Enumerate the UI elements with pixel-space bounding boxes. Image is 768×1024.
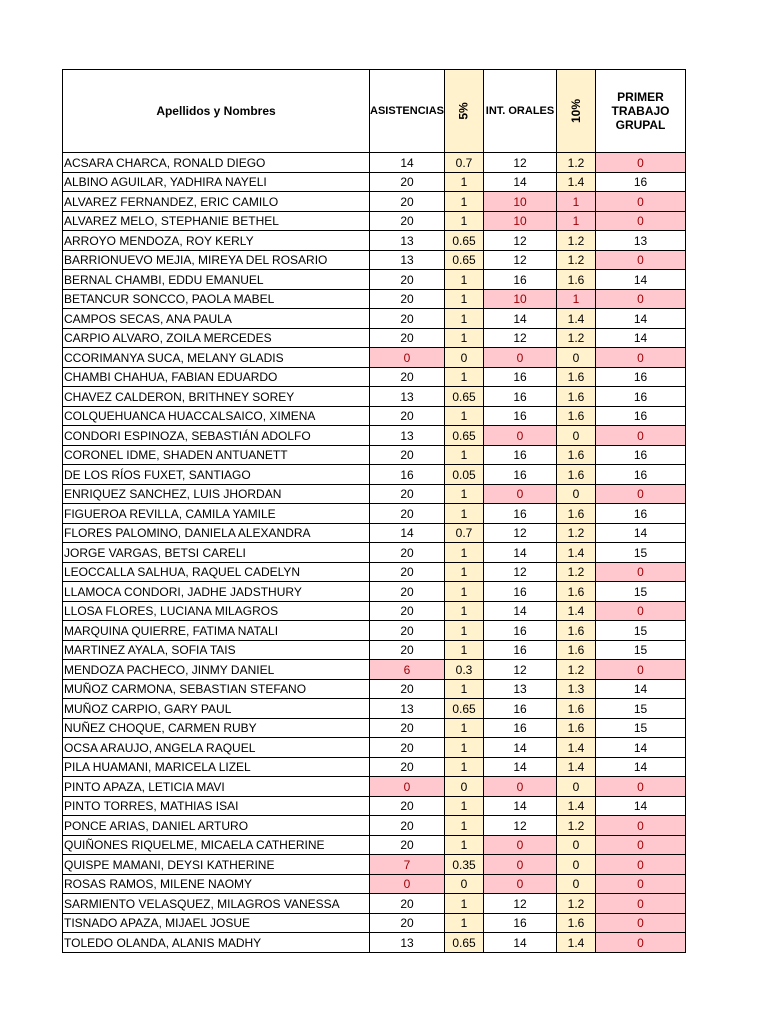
cell-primer-trabajo[interactable]: 0 (596, 913, 686, 933)
header-10pct[interactable] (557, 70, 596, 153)
cell-5pct[interactable]: 1 (445, 309, 484, 329)
cell-5pct[interactable]: 1 (445, 328, 484, 348)
cell-primer-trabajo[interactable]: 0 (596, 894, 686, 914)
cell-asistencias[interactable]: 20 (370, 621, 445, 641)
cell-name[interactable]: ENRIQUEZ SANCHEZ, LUIS JHORDAN (63, 484, 370, 504)
cell-asistencias[interactable]: 0 (370, 348, 445, 368)
cell-10pct[interactable]: 1 (557, 192, 596, 212)
cell-primer-trabajo[interactable]: 15 (596, 621, 686, 641)
cell-asistencias[interactable]: 20 (370, 894, 445, 914)
cell-primer-trabajo[interactable]: 0 (596, 484, 686, 504)
cell-primer-trabajo[interactable]: 16 (596, 445, 686, 465)
cell-asistencias[interactable]: 6 (370, 660, 445, 680)
cell-asistencias[interactable]: 0 (370, 777, 445, 797)
cell-primer-trabajo[interactable]: 14 (596, 328, 686, 348)
cell-name[interactable]: OCSA ARAUJO, ANGELA RAQUEL (63, 738, 370, 758)
cell-int-orales[interactable]: 16 (484, 367, 557, 387)
cell-primer-trabajo[interactable]: 14 (596, 309, 686, 329)
cell-5pct[interactable]: 0 (445, 777, 484, 797)
table-row (63, 250, 686, 270)
cell-primer-trabajo[interactable]: 15 (596, 582, 686, 602)
table-row (63, 562, 686, 582)
cell-5pct[interactable]: 0.65 (445, 387, 484, 407)
cell-asistencias[interactable]: 13 (370, 387, 445, 407)
grades-table (62, 69, 686, 953)
cell-int-orales[interactable]: 14 (484, 757, 557, 777)
cell-asistencias[interactable]: 20 (370, 601, 445, 621)
cell-asistencias[interactable]: 20 (370, 309, 445, 329)
cell-5pct[interactable]: 1 (445, 718, 484, 738)
cell-10pct[interactable]: 1.4 (557, 796, 596, 816)
table-row (63, 309, 686, 329)
cell-primer-trabajo[interactable]: 14 (596, 270, 686, 290)
cell-int-orales[interactable]: 0 (484, 874, 557, 894)
cell-asistencias[interactable]: 20 (370, 757, 445, 777)
cell-asistencias[interactable]: 13 (370, 699, 445, 719)
table-row (63, 913, 686, 933)
table-row (63, 289, 686, 309)
cell-primer-trabajo[interactable]: 0 (596, 348, 686, 368)
cell-5pct[interactable]: 1 (445, 211, 484, 231)
header-row (63, 70, 686, 153)
cell-10pct[interactable]: 1.6 (557, 406, 596, 426)
cell-5pct[interactable]: 1 (445, 289, 484, 309)
cell-primer-trabajo[interactable]: 14 (596, 738, 686, 758)
table-row (63, 387, 686, 407)
cell-primer-trabajo[interactable]: 0 (596, 562, 686, 582)
cell-int-orales[interactable]: 16 (484, 270, 557, 290)
cell-asistencias[interactable]: 14 (370, 153, 445, 173)
cell-asistencias[interactable]: 20 (370, 718, 445, 738)
cell-int-orales[interactable]: 16 (484, 387, 557, 407)
cell-int-orales[interactable]: 12 (484, 153, 557, 173)
cell-5pct[interactable]: 1 (445, 757, 484, 777)
cell-5pct[interactable]: 1 (445, 640, 484, 660)
cell-int-orales[interactable]: 12 (484, 523, 557, 543)
cell-5pct[interactable]: 1 (445, 172, 484, 192)
table-row (63, 777, 686, 797)
cell-int-orales[interactable]: 0 (484, 777, 557, 797)
cell-10pct[interactable]: 1.6 (557, 465, 596, 485)
cell-primer-trabajo[interactable]: 15 (596, 699, 686, 719)
cell-asistencias[interactable]: 16 (370, 465, 445, 485)
cell-primer-trabajo[interactable]: 15 (596, 543, 686, 563)
cell-10pct[interactable]: 1.2 (557, 153, 596, 173)
cell-5pct[interactable]: 1 (445, 543, 484, 563)
cell-int-orales[interactable]: 16 (484, 699, 557, 719)
table-row (63, 699, 686, 719)
cell-10pct[interactable]: 1.6 (557, 367, 596, 387)
header-5pct-label: 5% (457, 102, 471, 120)
cell-asistencias[interactable]: 20 (370, 796, 445, 816)
cell-name[interactable]: TISNADO APAZA, MIJAEL JOSUE (63, 913, 370, 933)
cell-asistencias[interactable]: 20 (370, 445, 445, 465)
table-row (63, 796, 686, 816)
cell-10pct[interactable]: 0 (557, 484, 596, 504)
cell-5pct[interactable]: 1 (445, 192, 484, 212)
cell-int-orales[interactable]: 16 (484, 504, 557, 524)
cell-10pct[interactable]: 1.4 (557, 738, 596, 758)
cell-int-orales[interactable]: 16 (484, 582, 557, 602)
cell-name[interactable]: BETANCUR SONCCO, PAOLA MABEL (63, 289, 370, 309)
cell-name[interactable]: MENDOZA PACHECO, JINMY DANIEL (63, 660, 370, 680)
cell-5pct[interactable]: 1 (445, 816, 484, 836)
cell-5pct[interactable]: 1 (445, 796, 484, 816)
cell-asistencias[interactable]: 20 (370, 679, 445, 699)
cell-int-orales[interactable]: 12 (484, 660, 557, 680)
cell-10pct[interactable]: 1.6 (557, 640, 596, 660)
cell-name[interactable]: PONCE ARIAS, DANIEL ARTURO (63, 816, 370, 836)
cell-name[interactable]: MUÑOZ CARMONA, SEBASTIAN STEFANO (63, 679, 370, 699)
table-row (63, 231, 686, 251)
cell-10pct[interactable]: 1.6 (557, 699, 596, 719)
cell-10pct[interactable]: 1.6 (557, 582, 596, 602)
cell-name[interactable]: TOLEDO OLANDA, ALANIS MADHY (63, 933, 370, 953)
cell-10pct[interactable]: 1.6 (557, 504, 596, 524)
cell-int-orales[interactable]: 12 (484, 816, 557, 836)
cell-int-orales[interactable]: 12 (484, 894, 557, 914)
cell-int-orales[interactable]: 16 (484, 621, 557, 641)
cell-name[interactable]: ACSARA CHARCA, RONALD DIEGO (63, 153, 370, 173)
header-primer-trabajo[interactable]: PRIMER TRABAJO GRUPAL (596, 70, 686, 153)
cell-int-orales[interactable]: 14 (484, 796, 557, 816)
cell-int-orales[interactable]: 14 (484, 309, 557, 329)
cell-5pct[interactable]: 0 (445, 348, 484, 368)
cell-name[interactable]: FLORES PALOMINO, DANIELA ALEXANDRA (63, 523, 370, 543)
table-row (63, 582, 686, 602)
cell-primer-trabajo[interactable]: 16 (596, 504, 686, 524)
cell-10pct[interactable]: 1.2 (557, 660, 596, 680)
table-row (63, 933, 686, 953)
cell-asistencias[interactable]: 13 (370, 933, 445, 953)
cell-int-orales[interactable]: 0 (484, 855, 557, 875)
cell-10pct[interactable]: 1 (557, 211, 596, 231)
cell-asistencias[interactable]: 20 (370, 913, 445, 933)
table-row (63, 328, 686, 348)
cell-5pct[interactable]: 1 (445, 894, 484, 914)
cell-10pct[interactable]: 1.4 (557, 543, 596, 563)
cell-name[interactable]: CONDORI ESPINOZA, SEBASTIÁN ADOLFO (63, 426, 370, 446)
cell-asistencias[interactable]: 20 (370, 640, 445, 660)
cell-5pct[interactable]: 0.35 (445, 855, 484, 875)
cell-primer-trabajo[interactable]: 0 (596, 250, 686, 270)
cell-primer-trabajo[interactable]: 0 (596, 933, 686, 953)
cell-5pct[interactable]: 0.65 (445, 699, 484, 719)
cell-name[interactable]: QUISPE MAMANI, DEYSI KATHERINE (63, 855, 370, 875)
cell-asistencias[interactable]: 20 (370, 504, 445, 524)
cell-int-orales[interactable]: 16 (484, 718, 557, 738)
cell-name[interactable]: MARQUINA QUIERRE, FATIMA NATALI (63, 621, 370, 641)
cell-primer-trabajo[interactable]: 13 (596, 231, 686, 251)
cell-name[interactable]: PINTO TORRES, MATHIAS ISAI (63, 796, 370, 816)
cell-int-orales[interactable]: 14 (484, 601, 557, 621)
table-row (63, 835, 686, 855)
table-row (63, 679, 686, 699)
cell-int-orales[interactable]: 14 (484, 933, 557, 953)
header-5pct[interactable] (445, 70, 484, 153)
cell-int-orales[interactable]: 16 (484, 406, 557, 426)
table-row (63, 192, 686, 212)
table-row (63, 660, 686, 680)
cell-10pct[interactable]: 1.4 (557, 601, 596, 621)
cell-name[interactable]: ALBINO AGUILAR, YADHIRA NAYELI (63, 172, 370, 192)
table-row (63, 153, 686, 173)
table-row (63, 640, 686, 660)
cell-5pct[interactable]: 1 (445, 562, 484, 582)
table-row (63, 484, 686, 504)
table-row (63, 504, 686, 524)
cell-10pct[interactable]: 0 (557, 835, 596, 855)
cell-5pct[interactable]: 1 (445, 913, 484, 933)
cell-name[interactable]: BERNAL CHAMBI, EDDU EMANUEL (63, 270, 370, 290)
table-row (63, 718, 686, 738)
cell-name[interactable]: ARROYO MENDOZA, ROY KERLY (63, 231, 370, 251)
cell-10pct[interactable]: 1.3 (557, 679, 596, 699)
cell-int-orales[interactable]: 10 (484, 211, 557, 231)
cell-primer-trabajo[interactable]: 0 (596, 289, 686, 309)
cell-name[interactable]: JORGE VARGAS, BETSI CARELI (63, 543, 370, 563)
cell-int-orales[interactable]: 10 (484, 192, 557, 212)
table-row (63, 855, 686, 875)
cell-asistencias[interactable]: 20 (370, 270, 445, 290)
cell-primer-trabajo[interactable]: 0 (596, 601, 686, 621)
table-row (63, 406, 686, 426)
table-row (63, 426, 686, 446)
cell-name[interactable]: CORONEL IDME, SHADEN ANTUANETT (63, 445, 370, 465)
table-row (63, 270, 686, 290)
cell-5pct[interactable]: 0.65 (445, 231, 484, 251)
cell-int-orales[interactable]: 14 (484, 172, 557, 192)
cell-name[interactable]: CHAVEZ CALDERON, BRITHNEY SOREY (63, 387, 370, 407)
cell-asistencias[interactable]: 20 (370, 406, 445, 426)
cell-10pct[interactable]: 1.2 (557, 894, 596, 914)
cell-asistencias[interactable]: 20 (370, 582, 445, 602)
table-row (63, 523, 686, 543)
cell-asistencias[interactable]: 20 (370, 172, 445, 192)
cell-asistencias[interactable]: 14 (370, 523, 445, 543)
cell-10pct[interactable]: 1.6 (557, 270, 596, 290)
cell-10pct[interactable]: 1.2 (557, 250, 596, 270)
cell-int-orales[interactable]: 16 (484, 445, 557, 465)
cell-primer-trabajo[interactable]: 0 (596, 660, 686, 680)
cell-primer-trabajo[interactable]: 16 (596, 367, 686, 387)
cell-asistencias[interactable]: 20 (370, 543, 445, 563)
cell-asistencias[interactable]: 0 (370, 874, 445, 894)
cell-name[interactable]: ROSAS RAMOS, MILENE NAOMY (63, 874, 370, 894)
cell-10pct[interactable]: 1.4 (557, 309, 596, 329)
cell-primer-trabajo[interactable]: 15 (596, 718, 686, 738)
cell-5pct[interactable]: 1 (445, 445, 484, 465)
cell-name[interactable]: CAMPOS SECAS, ANA PAULA (63, 309, 370, 329)
header-name[interactable]: Apellidos y Nombres (63, 70, 370, 153)
cell-5pct[interactable]: 1 (445, 738, 484, 758)
cell-10pct[interactable]: 1.2 (557, 562, 596, 582)
cell-10pct[interactable]: 1.6 (557, 387, 596, 407)
cell-primer-trabajo[interactable]: 14 (596, 679, 686, 699)
cell-5pct[interactable]: 1 (445, 601, 484, 621)
cell-int-orales[interactable]: 16 (484, 640, 557, 660)
cell-10pct[interactable]: 1.2 (557, 816, 596, 836)
cell-int-orales[interactable]: 0 (484, 348, 557, 368)
cell-int-orales[interactable]: 0 (484, 426, 557, 446)
cell-10pct[interactable]: 1.4 (557, 757, 596, 777)
cell-5pct[interactable]: 0.05 (445, 465, 484, 485)
cell-primer-trabajo[interactable]: 16 (596, 406, 686, 426)
cell-primer-trabajo[interactable]: 0 (596, 192, 686, 212)
cell-10pct[interactable]: 1.2 (557, 328, 596, 348)
cell-5pct[interactable]: 1 (445, 484, 484, 504)
cell-name[interactable]: DE LOS RÍOS FUXET, SANTIAGO (63, 465, 370, 485)
cell-10pct[interactable]: 1.2 (557, 523, 596, 543)
cell-5pct[interactable]: 1 (445, 270, 484, 290)
table-row (63, 874, 686, 894)
cell-name[interactable]: SARMIENTO VELASQUEZ, MILAGROS VANESSA (63, 894, 370, 914)
cell-name[interactable]: BARRIONUEVO MEJIA, MIREYA DEL ROSARIO (63, 250, 370, 270)
cell-name[interactable]: PINTO APAZA, LETICIA MAVI (63, 777, 370, 797)
cell-10pct[interactable]: 0 (557, 777, 596, 797)
cell-name[interactable]: CARPIO ALVARO, ZOILA MERCEDES (63, 328, 370, 348)
cell-10pct[interactable]: 1.4 (557, 172, 596, 192)
cell-int-orales[interactable]: 0 (484, 484, 557, 504)
cell-name[interactable]: LLOSA FLORES, LUCIANA MILAGROS (63, 601, 370, 621)
cell-primer-trabajo[interactable]: 14 (596, 757, 686, 777)
cell-5pct[interactable]: 0.7 (445, 153, 484, 173)
cell-int-orales[interactable]: 14 (484, 738, 557, 758)
table-row (63, 894, 686, 914)
cell-primer-trabajo[interactable]: 0 (596, 211, 686, 231)
cell-int-orales[interactable]: 12 (484, 562, 557, 582)
cell-10pct[interactable]: 1.6 (557, 913, 596, 933)
cell-primer-trabajo[interactable]: 0 (596, 874, 686, 894)
cell-asistencias[interactable]: 13 (370, 250, 445, 270)
table-row (63, 465, 686, 485)
cell-int-orales[interactable]: 14 (484, 543, 557, 563)
cell-asistencias[interactable]: 13 (370, 231, 445, 251)
cell-10pct[interactable]: 1.6 (557, 718, 596, 738)
table-row (63, 348, 686, 368)
cell-5pct[interactable]: 0.65 (445, 933, 484, 953)
cell-int-orales[interactable]: 16 (484, 913, 557, 933)
cell-asistencias[interactable]: 20 (370, 835, 445, 855)
cell-primer-trabajo[interactable]: 16 (596, 387, 686, 407)
cell-5pct[interactable]: 1 (445, 621, 484, 641)
cell-asistencias[interactable]: 20 (370, 211, 445, 231)
cell-int-orales[interactable]: 16 (484, 465, 557, 485)
cell-5pct[interactable]: 0.65 (445, 250, 484, 270)
cell-10pct[interactable]: 0 (557, 426, 596, 446)
cell-10pct[interactable]: 1.6 (557, 621, 596, 641)
table-row (63, 172, 686, 192)
cell-asistencias[interactable]: 20 (370, 816, 445, 836)
cell-5pct[interactable]: 1 (445, 406, 484, 426)
cell-primer-trabajo[interactable]: 0 (596, 816, 686, 836)
cell-5pct[interactable]: 0.65 (445, 426, 484, 446)
table-row (63, 367, 686, 387)
cell-10pct[interactable]: 1.4 (557, 933, 596, 953)
cell-primer-trabajo[interactable]: 14 (596, 523, 686, 543)
cell-name[interactable]: FIGUEROA REVILLA, CAMILA YAMILE (63, 504, 370, 524)
cell-int-orales[interactable]: 12 (484, 231, 557, 251)
cell-primer-trabajo[interactable]: 15 (596, 640, 686, 660)
cell-asistencias[interactable]: 20 (370, 738, 445, 758)
cell-asistencias[interactable]: 13 (370, 426, 445, 446)
cell-5pct[interactable]: 0.3 (445, 660, 484, 680)
table-row (63, 738, 686, 758)
table-row (63, 445, 686, 465)
cell-primer-trabajo[interactable]: 16 (596, 172, 686, 192)
cell-int-orales[interactable]: 10 (484, 289, 557, 309)
cell-10pct[interactable]: 1.2 (557, 231, 596, 251)
cell-name[interactable]: PILA HUAMANI, MARICELA LIZEL (63, 757, 370, 777)
cell-name[interactable]: LEOCCALLA SALHUA, RAQUEL CADELYN (63, 562, 370, 582)
cell-asistencias[interactable]: 20 (370, 484, 445, 504)
cell-name[interactable]: COLQUEHUANCA HUACCALSAICO, XIMENA (63, 406, 370, 426)
cell-5pct[interactable]: 1 (445, 504, 484, 524)
cell-name[interactable]: NUÑEZ CHOQUE, CARMEN RUBY (63, 718, 370, 738)
table-row (63, 601, 686, 621)
cell-primer-trabajo[interactable]: 0 (596, 153, 686, 173)
cell-5pct[interactable]: 0 (445, 874, 484, 894)
cell-10pct[interactable]: 0 (557, 348, 596, 368)
cell-10pct[interactable]: 1 (557, 289, 596, 309)
cell-asistencias[interactable]: 20 (370, 562, 445, 582)
cell-int-orales[interactable]: 12 (484, 328, 557, 348)
cell-primer-trabajo[interactable]: 16 (596, 465, 686, 485)
cell-asistencias[interactable]: 20 (370, 289, 445, 309)
cell-primer-trabajo[interactable]: 0 (596, 426, 686, 446)
cell-asistencias[interactable]: 7 (370, 855, 445, 875)
cell-name[interactable]: MUÑOZ CARPIO, GARY PAUL (63, 699, 370, 719)
cell-asistencias[interactable]: 20 (370, 328, 445, 348)
cell-name[interactable]: ALVAREZ MELO, STEPHANIE BETHEL (63, 211, 370, 231)
table-row (63, 816, 686, 836)
cell-int-orales[interactable]: 0 (484, 835, 557, 855)
cell-name[interactable]: QUIÑONES RIQUELME, MICAELA CATHERINE (63, 835, 370, 855)
cell-primer-trabajo[interactable]: 0 (596, 835, 686, 855)
cell-int-orales[interactable]: 12 (484, 250, 557, 270)
cell-name[interactable]: LLAMOCA CONDORI, JADHE JADSTHURY (63, 582, 370, 602)
cell-primer-trabajo[interactable]: 0 (596, 777, 686, 797)
table-row (63, 211, 686, 231)
cell-name[interactable]: CHAMBI CHAHUA, FABIAN EDUARDO (63, 367, 370, 387)
cell-10pct[interactable]: 0 (557, 855, 596, 875)
header-asistencias[interactable]: ASISTENCIAS (370, 70, 445, 153)
cell-5pct[interactable]: 1 (445, 835, 484, 855)
cell-name[interactable]: ALVAREZ FERNANDEZ, ERIC CAMILO (63, 192, 370, 212)
cell-int-orales[interactable]: 13 (484, 679, 557, 699)
cell-name[interactable]: CCORIMANYA SUCA, MELANY GLADIS (63, 348, 370, 368)
header-10pct-label: 10% (569, 98, 583, 124)
cell-10pct[interactable]: 1.6 (557, 445, 596, 465)
cell-5pct[interactable]: 1 (445, 679, 484, 699)
header-int-orales[interactable]: INT. ORALES (484, 70, 557, 153)
cell-primer-trabajo[interactable]: 0 (596, 855, 686, 875)
table-row (63, 621, 686, 641)
cell-5pct[interactable]: 0.7 (445, 523, 484, 543)
cell-10pct[interactable]: 0 (557, 874, 596, 894)
table-row (63, 543, 686, 563)
cell-5pct[interactable]: 1 (445, 582, 484, 602)
cell-5pct[interactable]: 1 (445, 367, 484, 387)
cell-asistencias[interactable]: 20 (370, 367, 445, 387)
table-row (63, 757, 686, 777)
cell-primer-trabajo[interactable]: 14 (596, 796, 686, 816)
cell-name[interactable]: MARTINEZ AYALA, SOFIA TAIS (63, 640, 370, 660)
cell-asistencias[interactable]: 20 (370, 192, 445, 212)
